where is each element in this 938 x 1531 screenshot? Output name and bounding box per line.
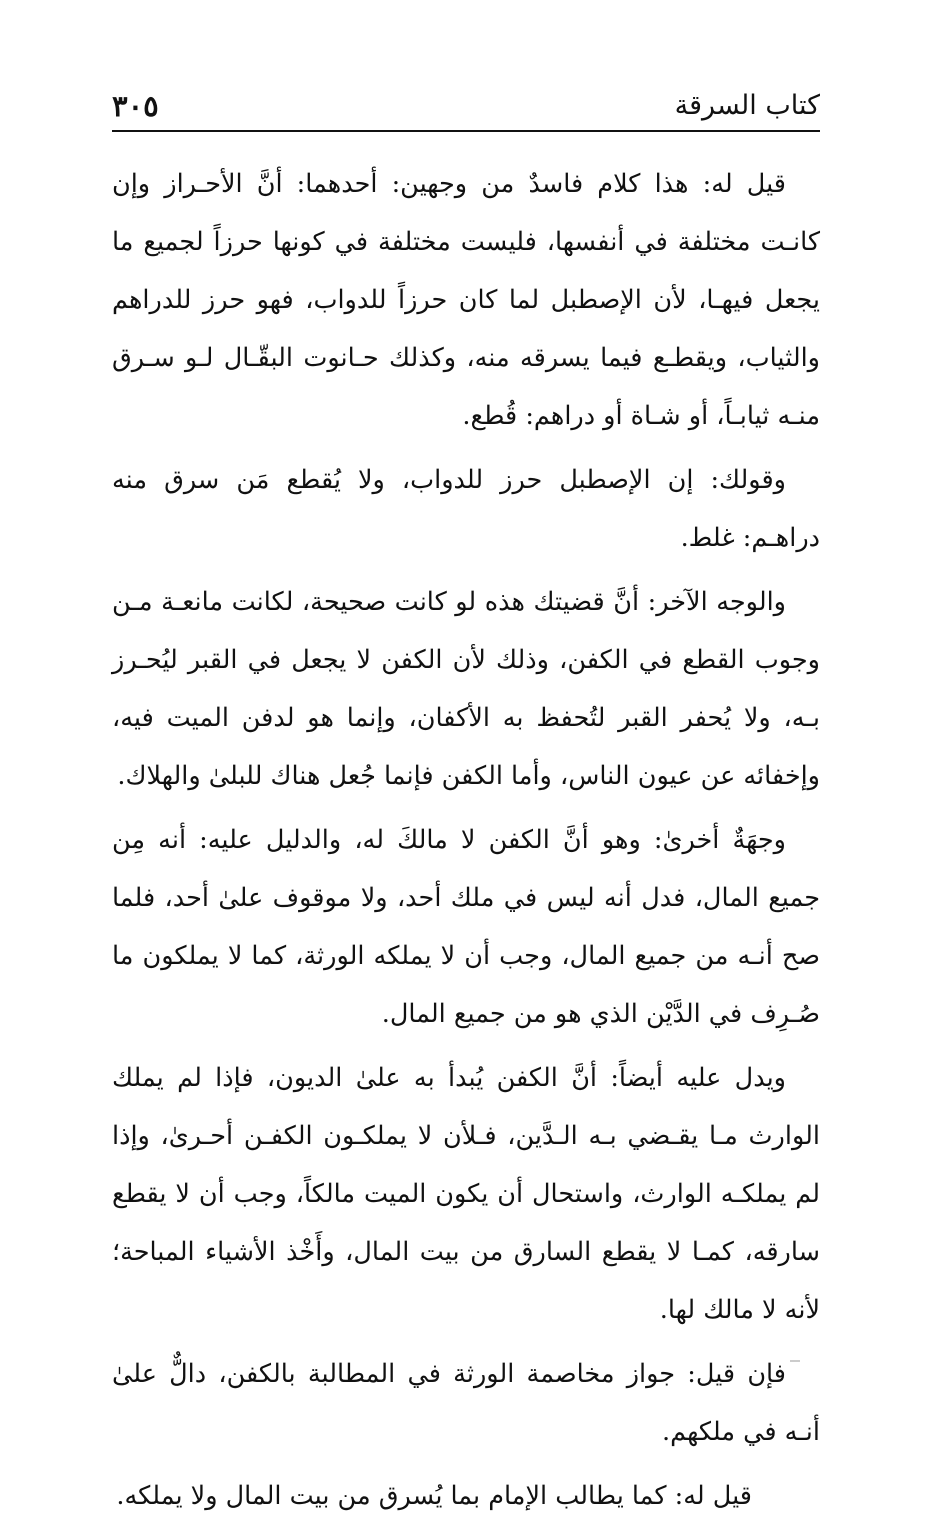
paragraph: قيل له: كما يطالب الإمام بما يُسرق من بيت المال ولا يملكه.	[116, 1481, 752, 1511]
paragraph: وقولك: إن الإصطبل حرز للدواب، ولا يُقطع مَن سرق منه دراهـم: غلط.	[112, 465, 820, 553]
paragraph: ويدل عليه أيضاً: أنَّ الكفن يُبدأ به علىٰ الديون، فإذا لم يملك الوارث مـا يقـضي بـه الـدَّين، فـلأن لا يملكـون الكفـن أحـرىٰ، وإذا لم يملكـه الوارث، واستحال أن يكون الميت مالكاً، وجب أن لا يقطع سارقه، كمـا لا يقطع السارق من بيت المال، وأَخْذ الأشياء المباحة؛ لأنه لا مالك لها.	[112, 1063, 820, 1325]
paragraph: قيل له: هذا كلام فاسدٌ من وجهين: أحدهما: أنَّ الأحـراز وإن كانـت مختلفة في أنفسها، فليست مختلفة في كونها حرزاً لجميع ما يجعل فيهـا، لأن الإصطبل لما كان حرزاً للدواب، فهو حرز للدراهم والثياب، ويقطـع فيما يسرقه منه، وكذلك حـانوت البقّـال لـو سـرق منـه ثيابـاً، أو شـاة أو دراهم: قُطع.	[112, 169, 820, 431]
scan-speck	[790, 1360, 800, 1362]
paragraph: والوجه الآخر: أنَّ قضيتك هذه لو كانت صحيحة، لكانت مانعـة مـن وجوب القطع في الكفن، وذلك لأن الكفن لا يجعل في القبر ليُحـرز بـه، ولا يُحفر القبر لتُحفظ به الأكفان، وإنما هو لدفن الميت فيه، وإخفائه عن عيون الناس، وأما الكفن فإنما جُعل هناك للبلىٰ والهلاك.	[112, 587, 820, 791]
chapter-title: كتاب السرقة	[674, 90, 820, 121]
paragraph: فإن قيل: جواز مخاصمة الورثة في المطالبة بالكفن، دالٌّ علىٰ أنـه في ملكهم.	[112, 1359, 820, 1447]
body-text	[112, 155, 820, 1531]
page-header	[112, 86, 820, 132]
page-number: ٣٠٥	[112, 89, 159, 123]
paragraph: وجهَةٌ أخرىٰ: وهو أنَّ الكفن لا مالكَ له، والدليل عليه: أنه مِن جميع المال، فدل أنه ليس في ملك أحد، ولا موقوف علىٰ أحد، فلما صح أنـه من جميع المال، وجب أن لا يملكه الورثة، كما لا يملكون ما صُـرِف في الدَّيْن الذي هو من جميع المال.	[112, 825, 820, 1029]
